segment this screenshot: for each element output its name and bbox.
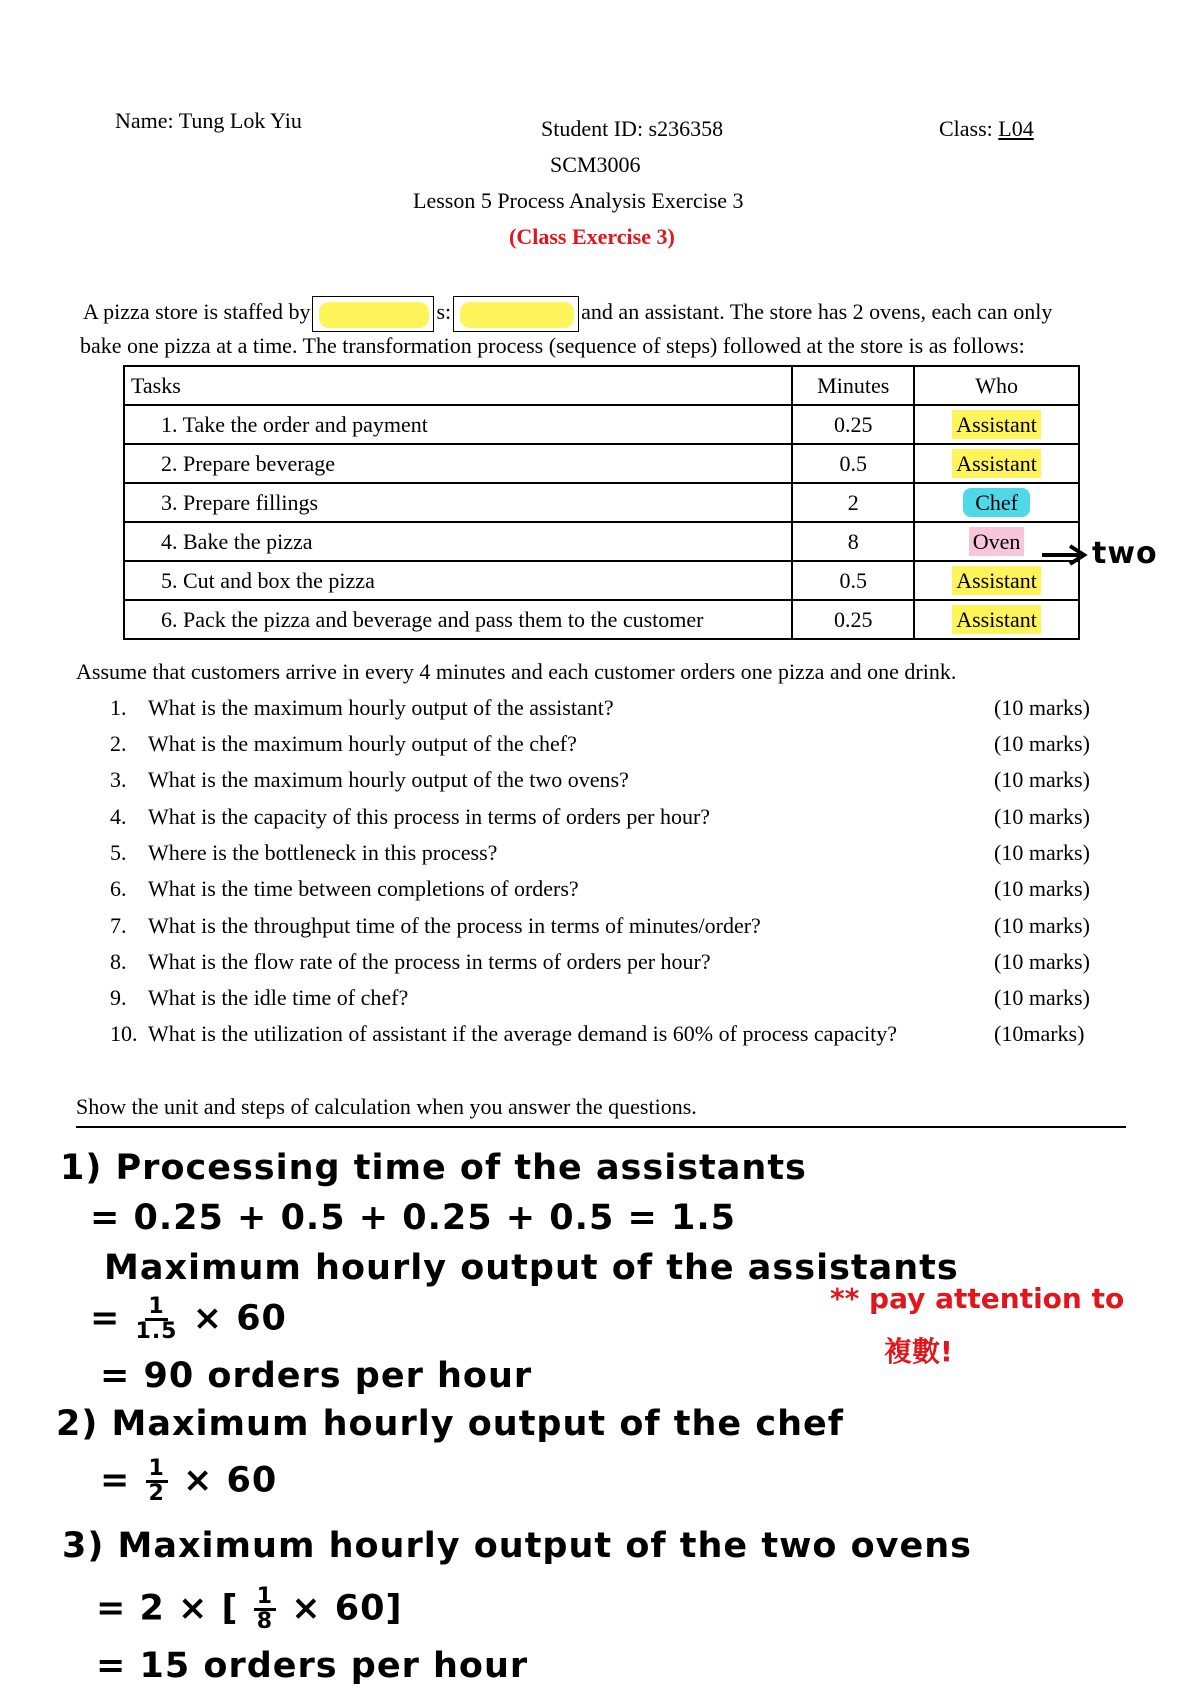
class-label: Class: — [939, 116, 993, 141]
question-marks: (10 marks) — [994, 840, 1090, 865]
question-marks: (10 marks) — [994, 767, 1090, 792]
who-value: Chef — [963, 488, 1030, 517]
minutes-cell: 2 — [792, 483, 914, 522]
multiplier: × 60 — [192, 1298, 287, 1339]
tasks-table — [123, 365, 1080, 640]
question-text: What is the utilization of assistant if the average demand is 60% of process capacity? — [148, 1021, 897, 1046]
answer-3-suffix: × 60] — [291, 1588, 403, 1629]
fraction-numerator: 1 — [254, 1586, 276, 1611]
question-marks: (10 marks) — [994, 804, 1090, 829]
fraction-denominator: 8 — [256, 1609, 274, 1634]
minutes-cell: 8 — [792, 522, 914, 561]
equals-sign: = — [100, 1460, 131, 1501]
minutes-cell: 0.25 — [792, 600, 914, 639]
divider — [76, 1126, 1126, 1128]
question-marks: (10 marks) — [994, 695, 1090, 720]
question-number: 3. — [110, 767, 127, 792]
oven-annotation — [1040, 536, 1158, 571]
task-cell: 6. Pack the pizza and beverage and pass them to the customer — [124, 600, 792, 639]
table-row — [124, 483, 1079, 522]
question-number: 10. — [110, 1021, 138, 1046]
fraction-numerator: 1 — [146, 1458, 168, 1483]
question-number: 7. — [110, 913, 127, 938]
course-code: SCM3006 — [550, 152, 641, 177]
table-row — [124, 561, 1079, 600]
question-marks: (10 marks) — [994, 949, 1090, 974]
exercise-title: (Class Exercise 3) — [509, 224, 675, 249]
student-name: Name: Tung Lok Yiu — [115, 108, 302, 133]
fraction — [146, 1458, 168, 1505]
fraction-denominator: 2 — [148, 1481, 165, 1506]
question-text: What is the flow rate of the process in terms of orders per hour? — [148, 949, 711, 974]
assumption-text: Assume that customers arrive in every 4 minutes and each customer orders one pizza and one drink. — [76, 659, 957, 684]
who-cell — [914, 444, 1079, 483]
header-tasks: Tasks — [124, 366, 792, 405]
answer-1-line-2: Maximum hourly output of the assistants — [104, 1248, 959, 1288]
answer-1-result: = 90 orders per hour — [100, 1356, 533, 1396]
question-item — [110, 913, 761, 939]
table-row — [124, 444, 1079, 483]
question-number: 4. — [110, 804, 127, 829]
intro-mid: s: — [436, 299, 452, 325]
question-item — [110, 767, 629, 793]
answer-3-title: 3) Maximum hourly output of the two ovens — [62, 1526, 972, 1566]
who-value: Assistant — [952, 566, 1041, 595]
who-cell — [914, 483, 1079, 522]
question-marks: (10marks) — [994, 1021, 1085, 1046]
lesson-title: Lesson 5 Process Analysis Exercise 3 — [413, 188, 744, 213]
who-value: Assistant — [952, 449, 1041, 478]
multiplier: × 60 — [183, 1460, 278, 1501]
redacted-box-1 — [312, 296, 434, 332]
question-text: What is the maximum hourly output of the chef? — [148, 731, 577, 756]
question-item — [110, 840, 497, 866]
minutes-cell: 0.5 — [792, 561, 914, 600]
annotation-text: two — [1092, 536, 1158, 571]
question-item — [110, 949, 711, 975]
minutes-cell: 0.5 — [792, 444, 914, 483]
task-cell: 2. Prepare beverage — [124, 444, 792, 483]
task-cell: 5. Cut and box the pizza — [124, 561, 792, 600]
question-text: What is the idle time of chef? — [148, 985, 409, 1010]
answer-3-result: = 15 orders per hour — [96, 1646, 529, 1686]
question-text: What is the maximum hourly output of the two ovens? — [148, 767, 629, 792]
question-item — [110, 731, 577, 757]
question-text: What is the time between completions of orders? — [148, 876, 579, 901]
minutes-cell: 0.25 — [792, 405, 914, 444]
who-cell — [914, 600, 1079, 639]
question-text: What is the throughput time of the process in terms of minutes/order? — [148, 913, 761, 938]
redacted-box-2 — [453, 296, 579, 332]
answer-2-line-1 — [100, 1458, 277, 1505]
question-number: 1. — [110, 695, 127, 720]
header-who: Who — [914, 366, 1079, 405]
fraction-denominator: 1.5 — [135, 1319, 178, 1344]
class-value: L04 — [998, 116, 1034, 141]
question-number: 9. — [110, 985, 127, 1010]
question-item — [110, 1021, 897, 1047]
fraction-numerator: 1 — [145, 1296, 167, 1321]
answer-2-title: 2) Maximum hourly output of the chef — [56, 1404, 844, 1444]
instruction-text: Show the unit and steps of calculation when you answer the questions. — [76, 1094, 697, 1119]
task-cell: 4. Bake the pizza — [124, 522, 792, 561]
table-header-row — [124, 366, 1079, 405]
question-text: Where is the bottleneck in this process? — [148, 840, 498, 865]
intro-end: and an assistant. The store has 2 ovens, each can only — [581, 299, 1053, 325]
intro-start: A pizza store is staffed by — [83, 299, 311, 325]
answer-3-prefix: = 2 × [ — [96, 1588, 239, 1629]
task-cell: 3. Prepare fillings — [124, 483, 792, 522]
question-item — [110, 985, 408, 1011]
table-row — [124, 405, 1079, 444]
side-note-line-2: 複數! — [884, 1335, 953, 1368]
intro-line-2: bake one pizza at a time. The transformation process (sequence of steps) followed at the store is as follows: — [80, 333, 1025, 358]
question-text: What is the maximum hourly output of the assistant? — [148, 695, 614, 720]
answer-1-title: 1) Processing time of the assistants — [60, 1148, 807, 1188]
who-value: Assistant — [952, 410, 1041, 439]
task-cell: 1. Take the order and payment — [124, 405, 792, 444]
who-value: Oven — [969, 527, 1025, 556]
header-minutes: Minutes — [792, 366, 914, 405]
class-info — [939, 116, 1034, 142]
arrow-right-icon — [1040, 542, 1092, 566]
question-item — [110, 876, 579, 902]
question-marks: (10 marks) — [994, 985, 1090, 1010]
question-number: 6. — [110, 876, 127, 901]
question-marks: (10 marks) — [994, 913, 1090, 938]
table-row — [124, 522, 1079, 561]
question-item — [110, 695, 614, 721]
fraction — [254, 1586, 276, 1633]
fraction — [136, 1296, 178, 1343]
question-number: 5. — [110, 840, 127, 865]
question-text: What is the capacity of this process in terms of orders per hour? — [148, 804, 711, 829]
table-row — [124, 600, 1079, 639]
who-value: Assistant — [952, 605, 1041, 634]
student-id: Student ID: s236358 — [541, 116, 724, 141]
question-item — [110, 804, 710, 830]
question-number: 8. — [110, 949, 127, 974]
question-marks: (10 marks) — [994, 731, 1090, 756]
answer-1-line-3 — [90, 1296, 287, 1343]
question-number: 2. — [110, 731, 127, 756]
answer-3-line-1 — [96, 1586, 402, 1633]
intro-line-1 — [83, 296, 1052, 332]
answer-1-line-1: = 0.25 + 0.5 + 0.25 + 0.5 = 1.5 — [90, 1198, 737, 1238]
equals-sign: = — [90, 1298, 121, 1339]
question-marks: (10 marks) — [994, 876, 1090, 901]
who-cell — [914, 405, 1079, 444]
side-note-line-1: ** pay attention to — [830, 1282, 1125, 1315]
